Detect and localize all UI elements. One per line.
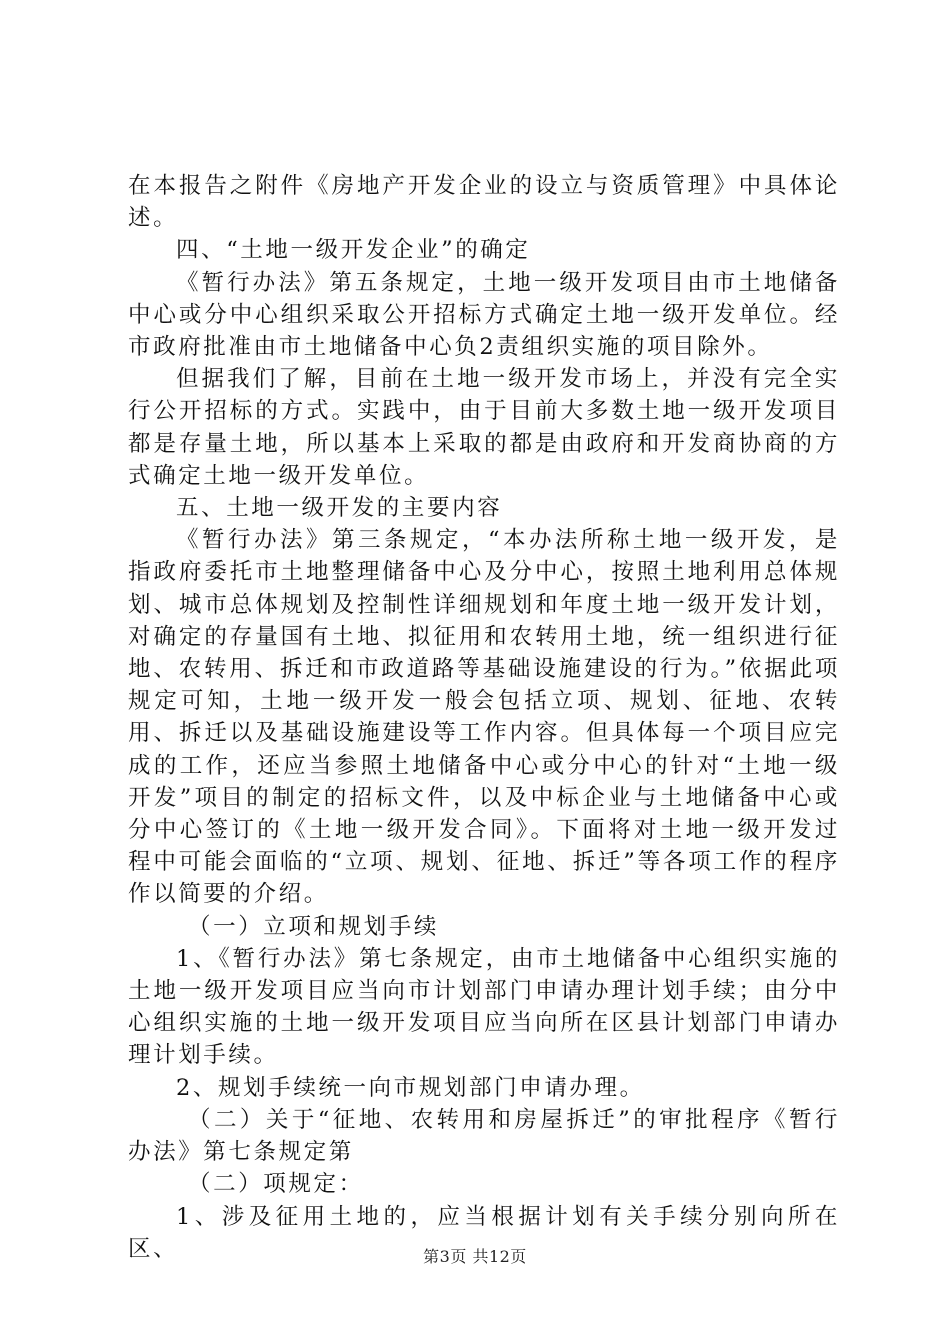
document-body	[128, 170, 840, 1265]
section-heading: 四、“土地一级开发企业”的确定	[176, 237, 531, 264]
subsection-heading: （一）立项和规划手续	[188, 913, 440, 940]
paragraph: 1、《暂行办法》第七条规定，由市土地储备中心组织实施的土地一级开发项目应当向市计划部门申请办理计划手续；由分中心组织实施的土地一级开发项目应当向所在区县计划部门申请办理计划手续。	[128, 945, 840, 1069]
section-heading: 五、土地一级开发的主要内容	[176, 495, 503, 522]
paragraph: 2、规划手续统一向市规划部门申请办理。	[176, 1074, 645, 1101]
paragraph: （二）项规定：	[188, 1171, 364, 1198]
paragraph: 《暂行办法》第三条规定，“本办法所称土地一级开发，是指政府委托市土地整理储备中心及分中心，按照土地利用总体规划、城市总体规划及控制性详细规划和年度土地一级开发计划，对确定的存量国有土地、拟征用和农转用土地，统一组织进行征地、农转用、拆迁和市政道路等基础设施建设的行为。”依据此项规定可知，土地一级开发一般会包括立项、规划、征地、农转用、拆迁以及基础设施建设等工作内容。但具体每一个项目应完成的工作，还应当参照土地储备中心或分中心的针对“土地一级开发”项目的制定的招标文件，以及中标企业与土地储备中心或分中心签订的《土地一级开发合同》。下面将对土地一级开发过程中可能会面临的“立项、规划、征地、拆迁”等各项工作的程序作以简要的介绍。	[128, 527, 840, 908]
paragraph: 1、涉及征用土地的，应当根据计划有关手续分别向所在区、	[128, 1203, 840, 1262]
subsection-heading: （二）关于“征地、农转用和房屋拆迁”的审批程序《暂行办法》第七条规定第	[128, 1106, 840, 1166]
page-footer: 第3页 共12页	[423, 1247, 527, 1266]
paragraph: 在本报告之附件《房地产开发企业的设立与资质管理》中具体论述。	[128, 173, 840, 232]
paragraph: 但据我们了解，目前在土地一级开发市场上，并没有完全实行公开招标的方式。实践中，由于目前大多数土地一级开发项目都是存量土地，所以基本上采取的都是由政府和开发商协商的方式确定土地一级开发单位。	[128, 366, 840, 489]
paragraph: 《暂行办法》第五条规定，土地一级开发项目由市土地储备中心或分中心组织采取公开招标方式确定土地一级开发单位。经市政府批准由市土地储备中心负2责组织实施的项目除外。	[128, 269, 840, 361]
